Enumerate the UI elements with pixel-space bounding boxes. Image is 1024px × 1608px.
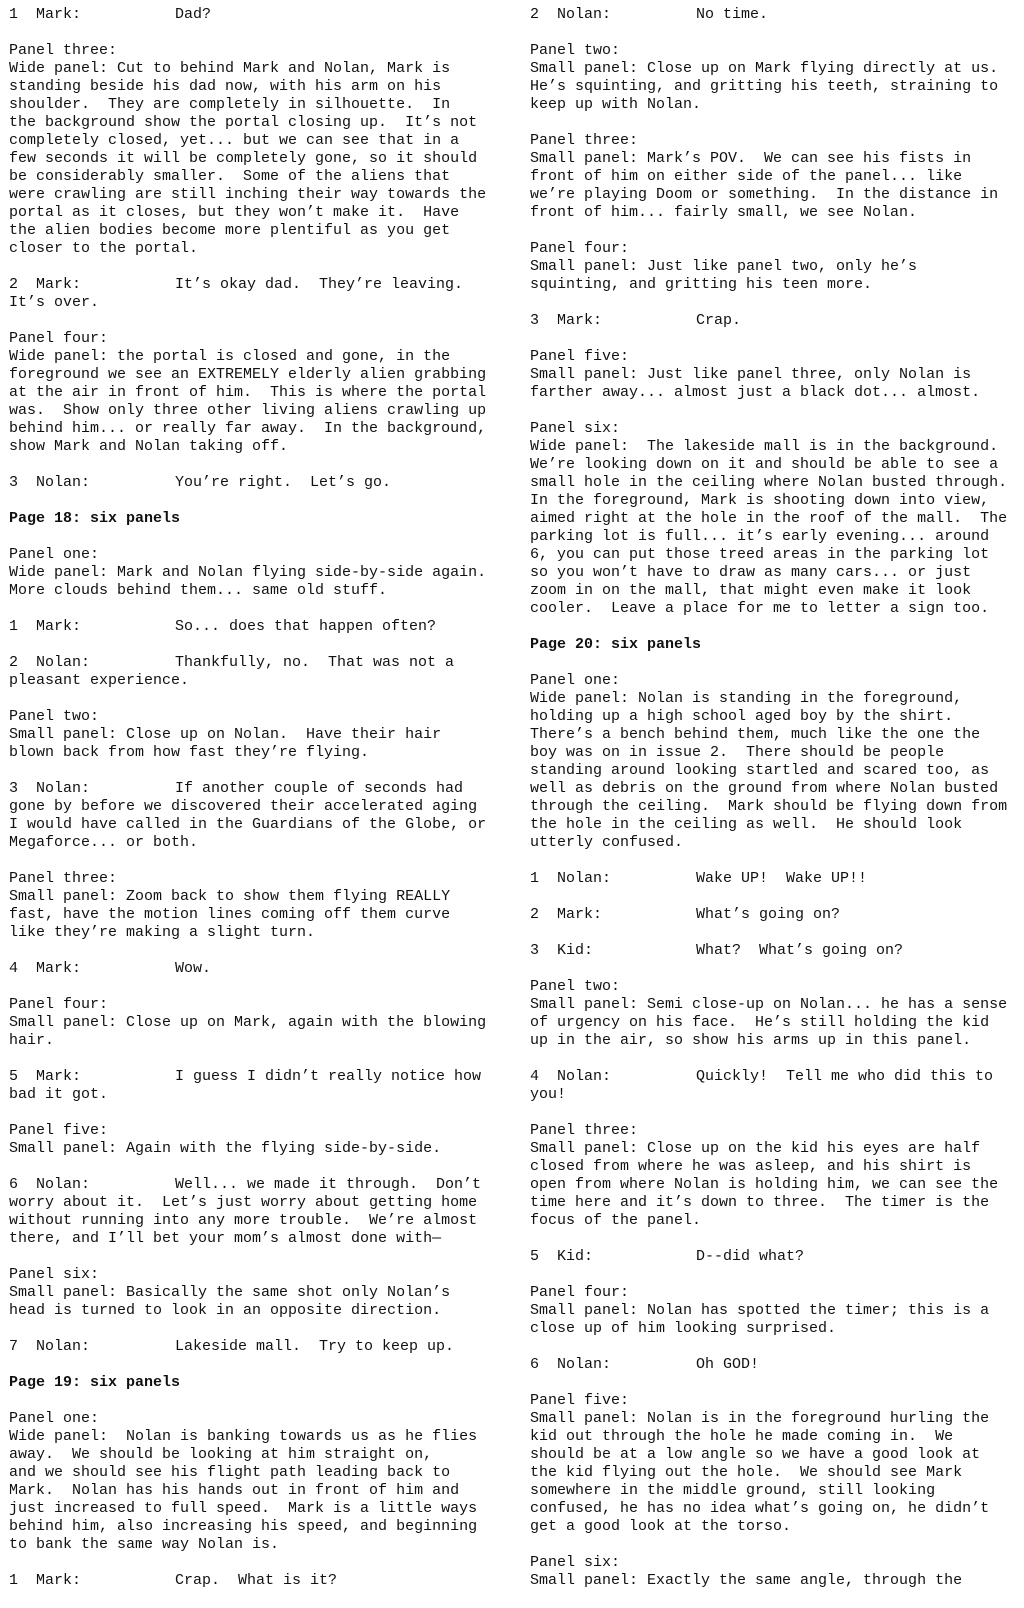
dialogue-speaker: Mark: [36, 960, 82, 977]
dialogue-line [530, 906, 1024, 924]
dialogue-entry [530, 1356, 1024, 1374]
dialogue-text: Well... we made it through. Don’t [175, 1176, 482, 1193]
dialogue-speaker: Nolan: [36, 1338, 91, 1355]
script-column-left [9, 6, 505, 1608]
panel-heading: Panel six: [530, 1554, 621, 1571]
panel-heading: Panel four: [530, 1284, 630, 1301]
panel-description-line: few seconds it will be completely gone, so it should [9, 150, 478, 167]
panel-heading: Panel five: [530, 348, 630, 365]
panel-description-line: parking lot is full... it’s early evening... around [530, 528, 990, 545]
panel-description-line: cooler. Leave a place for me to letter a sign too. [530, 600, 990, 617]
panel-description-line: farther away... almost just a black dot... almost. [530, 384, 981, 401]
dialogue-entry [530, 870, 1024, 888]
panel-heading: Panel three: [530, 1122, 639, 1139]
dialogue-text: It’s okay dad. They’re leaving. [175, 276, 464, 293]
dialogue-continuation: gone by before we discovered their accelerated aging [9, 798, 478, 815]
dialogue-entry [530, 942, 1024, 960]
dialogue-entry [9, 474, 505, 492]
panel-description [530, 42, 1024, 114]
panel-description [9, 330, 505, 456]
dialogue-continuation: Megaforce... or both. [9, 834, 199, 851]
dialogue-line [530, 1068, 1024, 1086]
dialogue-number: 1 [530, 870, 540, 887]
panel-heading: Panel five: [9, 1122, 109, 1139]
panel-description-line: to bank the same way Nolan is. [9, 1536, 280, 1553]
panel-description-line: get a good look at the torso. [530, 1518, 792, 1535]
dialogue-speaker: Nolan: [557, 870, 612, 887]
dialogue-speaker: Nolan: [36, 474, 91, 491]
panel-description-line: He’s squinting, and gritting his teeth, straining to [530, 78, 999, 95]
dialogue-speaker: Kid: [557, 942, 594, 959]
panel-description-line: foreground we see an EXTREMELY elderly alien grabbing [9, 366, 487, 383]
panel-description [530, 1284, 1024, 1338]
script-column-right [530, 6, 1024, 1608]
panel-description [530, 420, 1024, 618]
panel-description [9, 1410, 505, 1554]
panel-description [530, 132, 1024, 222]
panel-description-line: be considerably smaller. Some of the aliens that [9, 168, 451, 185]
panel-heading: Panel one: [9, 1410, 100, 1427]
panel-description-line: should be at a low angle so we have a good look at [530, 1446, 981, 1463]
panel-description-line: hair. [9, 1032, 55, 1049]
panel-description [9, 546, 505, 600]
dialogue-continuation: there, and I’ll bet your mom’s almost done with— [9, 1230, 442, 1247]
panel-description-line: fast, have the motion lines coming off them curve [9, 906, 451, 923]
panel-description [530, 672, 1024, 852]
panel-description-line: were crawling are still inching their way towards the [9, 186, 487, 203]
dialogue-line [9, 1572, 505, 1590]
dialogue-text: If another couple of seconds had [175, 780, 464, 797]
panel-description-line: We’re looking down on it and should be able to see a [530, 456, 999, 473]
dialogue-number: 7 [9, 1338, 19, 1355]
dialogue-number: 4 [9, 960, 19, 977]
dialogue-text: What? What’s going on? [696, 942, 904, 959]
dialogue-line [9, 1176, 505, 1194]
dialogue-speaker: Nolan: [36, 654, 91, 671]
dialogue-text: Wake UP! Wake UP!! [696, 870, 868, 887]
panel-description-line: well as debris on the ground from where Nolan busted [530, 780, 999, 797]
dialogue-entry [530, 906, 1024, 924]
dialogue-line [530, 6, 1024, 24]
panel-description-line: Small panel: Close up on Nolan. Have their hair [9, 726, 442, 743]
dialogue-entry [530, 6, 1024, 24]
panel-heading: Panel four: [9, 330, 109, 347]
panel-description-line: In the foreground, Mark is shooting down into view, [530, 492, 990, 509]
dialogue-text: Crap. [696, 312, 742, 329]
dialogue-number: 5 [9, 1068, 19, 1085]
panel-description-line: confused, he has no idea what’s going on, he didn’t [530, 1500, 990, 1517]
panel-description [9, 996, 505, 1050]
panel-heading: Panel three: [9, 870, 118, 887]
dialogue-text: Dad? [175, 6, 212, 23]
dialogue-line [9, 1068, 505, 1086]
dialogue-entry [9, 618, 505, 636]
dialogue-entry [9, 1338, 505, 1356]
panel-description [9, 42, 505, 258]
dialogue-entry [530, 1068, 1024, 1104]
panel-description-line: time here and it’s down to three. The timer is the [530, 1194, 990, 1211]
dialogue-number: 2 [9, 654, 19, 671]
panel-description-line: and we should see his flight path leading back to [9, 1464, 451, 1481]
panel-description-line: shoulder. They are completely in silhouette. In [9, 96, 451, 113]
panel-description-line: the hole in the ceiling as well. He should look [530, 816, 963, 833]
panel-description-line: Wide panel: Cut to behind Mark and Nolan, Mark is [9, 60, 451, 77]
panel-description-line: There’s a bench behind them, much like the one the [530, 726, 981, 743]
dialogue-speaker: Mark: [36, 276, 82, 293]
dialogue-number: 6 [530, 1356, 540, 1373]
panel-description [9, 1122, 505, 1158]
panel-description-line: just increased to full speed. Mark is a little ways [9, 1500, 478, 1517]
panel-description-line: zoom in on the mall, that might even make it look [530, 582, 972, 599]
panel-description-line: Small panel: Nolan has spotted the timer; this is a [530, 1302, 990, 1319]
dialogue-text: Oh GOD! [696, 1356, 760, 1373]
panel-description-line: open from where Nolan is holding him, we can see the [530, 1176, 999, 1193]
panel-description-line: More clouds behind them... same old stuff. [9, 582, 388, 599]
panel-description-line: standing beside his dad now, with his arm on his [9, 78, 442, 95]
dialogue-text: What’s going on? [696, 906, 841, 923]
panel-description-line: focus of the panel. [530, 1212, 702, 1229]
dialogue-number: 3 [530, 312, 540, 329]
panel-description-line: 6, you can put those treed areas in the parking lot [530, 546, 990, 563]
panel-description-line: was. Show only three other living aliens crawling up [9, 402, 487, 419]
panel-description-line: closed from where he was asleep, and his shirt is [530, 1158, 972, 1175]
panel-description-line: small hole in the ceiling where Nolan busted through. [530, 474, 1008, 491]
panel-description-line: Small panel: Just like panel two, only he’s [530, 258, 918, 275]
dialogue-text: Thankfully, no. That was not a [175, 654, 455, 671]
panel-description-line: the background show the portal closing up. It’s not [9, 114, 478, 131]
dialogue-line [530, 870, 1024, 888]
panel-heading: Panel three: [9, 42, 118, 59]
dialogue-speaker: Mark: [36, 1572, 82, 1589]
dialogue-line [9, 1338, 505, 1356]
dialogue-entry [9, 1068, 505, 1104]
panel-description [530, 1554, 1024, 1590]
dialogue-entry [9, 960, 505, 978]
panel-description-line: holding up a high school aged boy by the shirt. [530, 708, 954, 725]
panel-description-line: Small panel: Nolan is in the foreground hurling the [530, 1410, 990, 1427]
page-heading: Page 19: six panels [9, 1374, 181, 1391]
dialogue-line [9, 474, 505, 492]
dialogue-number: 3 [9, 780, 19, 797]
page-heading: Page 20: six panels [530, 636, 702, 653]
panel-heading: Panel two: [530, 978, 621, 995]
dialogue-number: 1 [9, 618, 19, 635]
dialogue-entry [9, 6, 505, 24]
panel-description [530, 1122, 1024, 1230]
panel-description-line: like they’re making a slight turn. [9, 924, 316, 941]
dialogue-text: Crap. What is it? [175, 1572, 338, 1589]
dialogue-continuation: bad it got. [9, 1086, 109, 1103]
panel-heading: Panel six: [530, 420, 621, 437]
dialogue-speaker: Nolan: [557, 1356, 612, 1373]
panel-description-line: boy was on in issue 2. There should be people [530, 744, 945, 761]
panel-description-line: portal as it closes, but they won’t make it. Have [9, 204, 460, 221]
panel-description-line: so you won’t have to draw as many cars... or just [530, 564, 972, 581]
panel-description [530, 1392, 1024, 1536]
dialogue-entry [9, 1572, 505, 1590]
dialogue-speaker: Kid: [557, 1248, 594, 1265]
dialogue-line [9, 276, 505, 294]
dialogue-number: 3 [530, 942, 540, 959]
panel-description-line: Small panel: Close up on Mark flying directly at us. [530, 60, 999, 77]
panel-description-line: Small panel: Exactly the same angle, through the [530, 1572, 963, 1589]
panel-description-line: Wide panel: The lakeside mall is in the background. [530, 438, 999, 455]
panel-description-line: the kid flying out the hole. We should see Mark [530, 1464, 963, 1481]
dialogue-line [9, 780, 505, 798]
dialogue-line [9, 654, 505, 672]
panel-description-line: Small panel: Close up on Mark, again with the blowing [9, 1014, 487, 1031]
panel-description-line: Wide panel: Mark and Nolan flying side-by-side again. [9, 564, 487, 581]
dialogue-continuation: without running into any more trouble. We’re almost [9, 1212, 478, 1229]
panel-heading: Panel three: [530, 132, 639, 149]
panel-description-line: completely closed, yet... but we can see that in a [9, 132, 460, 149]
dialogue-text: D--did what? [696, 1248, 805, 1265]
panel-description [9, 870, 505, 942]
panel-description-line: Small panel: Close up on the kid his eyes are half [530, 1140, 981, 1157]
dialogue-number: 1 [9, 1572, 19, 1589]
panel-description-line: front of him on either side of the panel... like [530, 168, 963, 185]
dialogue-number: 2 [9, 276, 19, 293]
panel-description-line: Small panel: Mark’s POV. We can see his fists in [530, 150, 972, 167]
dialogue-text: Wow. [175, 960, 212, 977]
panel-heading: Panel two: [9, 708, 100, 725]
dialogue-text: Quickly! Tell me who did this to [696, 1068, 994, 1085]
panel-description-line: we’re playing Doom or something. In the distance in [530, 186, 999, 203]
dialogue-line [9, 618, 505, 636]
panel-heading: Panel one: [9, 546, 100, 563]
dialogue-number: 6 [9, 1176, 19, 1193]
panel-description-line: through the ceiling. Mark should be flying down from [530, 798, 1008, 815]
dialogue-speaker: Nolan: [36, 1176, 91, 1193]
panel-description-line: aimed right at the hole in the roof of the mall. The [530, 510, 1008, 527]
dialogue-speaker: Mark: [36, 6, 82, 23]
dialogue-entry [9, 780, 505, 852]
panel-description-line: blown back from how fast they’re flying. [9, 744, 370, 761]
panel-description-line: somewhere in the middle ground, still looking [530, 1482, 936, 1499]
panel-description-line: at the air in front of him. This is where the portal [9, 384, 487, 401]
panel-heading: Panel five: [530, 1392, 630, 1409]
dialogue-continuation: worry about it. Let’s just worry about getting home [9, 1194, 478, 1211]
panel-description-line: closer to the portal. [9, 240, 199, 257]
dialogue-line [9, 960, 505, 978]
dialogue-number: 1 [9, 6, 19, 23]
dialogue-line [530, 1356, 1024, 1374]
dialogue-line [530, 1248, 1024, 1266]
dialogue-number: 3 [9, 474, 19, 491]
dialogue-continuation: you! [530, 1086, 567, 1103]
dialogue-text: No time. [696, 6, 769, 23]
panel-description-line: Small panel: Semi close-up on Nolan... he has a sense [530, 996, 1008, 1013]
panel-heading: Panel two: [530, 42, 621, 59]
panel-description [9, 708, 505, 762]
dialogue-speaker: Mark: [36, 618, 82, 635]
dialogue-speaker: Mark: [36, 1068, 82, 1085]
panel-description [9, 1266, 505, 1320]
panel-description-line: Wide panel: Nolan is standing in the foreground, [530, 690, 963, 707]
panel-description [530, 348, 1024, 402]
panel-description-line: keep up with Nolan. [530, 96, 702, 113]
panel-heading: Panel one: [530, 672, 621, 689]
dialogue-text: Lakeside mall. Try to keep up. [175, 1338, 455, 1355]
dialogue-number: 2 [530, 6, 540, 23]
panel-description-line: Small panel: Again with the flying side-by-side. [9, 1140, 442, 1157]
panel-heading: Panel six: [9, 1266, 100, 1283]
panel-description-line: behind him, also increasing his speed, and beginning [9, 1518, 478, 1535]
page-heading: Page 18: six panels [9, 510, 181, 527]
dialogue-entry [530, 312, 1024, 330]
dialogue-speaker: Nolan: [36, 780, 91, 797]
panel-description-line: utterly confused. [530, 834, 684, 851]
dialogue-line [530, 942, 1024, 960]
panel-description [530, 240, 1024, 294]
dialogue-number: 5 [530, 1248, 540, 1265]
panel-description-line: Small panel: Just like panel three, only Nolan is [530, 366, 972, 383]
dialogue-continuation: pleasant experience. [9, 672, 190, 689]
dialogue-line [530, 312, 1024, 330]
panel-description [530, 978, 1024, 1050]
dialogue-text: You’re right. Let’s go. [175, 474, 392, 491]
dialogue-entry [9, 276, 505, 312]
dialogue-entry [530, 1248, 1024, 1266]
dialogue-speaker: Nolan: [557, 6, 612, 23]
dialogue-text: So... does that happen often? [175, 618, 437, 635]
panel-description-line: squinting, and gritting his teen more. [530, 276, 873, 293]
panel-description-line: Mark. Nolan has his hands out in front of him and [9, 1482, 460, 1499]
dialogue-continuation: It’s over. [9, 294, 100, 311]
panel-description-line: Small panel: Basically the same shot only Nolan’s [9, 1284, 451, 1301]
panel-description-line: Wide panel: the portal is closed and gone, in the [9, 348, 451, 365]
dialogue-continuation: I would have called in the Guardians of the Globe, or [9, 816, 487, 833]
page-heading-block [9, 510, 505, 528]
dialogue-entry [9, 654, 505, 690]
panel-description-line: close up of him looking surprised. [530, 1320, 837, 1337]
dialogue-speaker: Mark: [557, 906, 603, 923]
dialogue-number: 2 [530, 906, 540, 923]
panel-description-line: show Mark and Nolan taking off. [9, 438, 289, 455]
dialogue-entry [9, 1176, 505, 1248]
dialogue-line [9, 6, 505, 24]
dialogue-text: I guess I didn’t really notice how [175, 1068, 482, 1085]
panel-heading: Panel four: [530, 240, 630, 257]
page-heading-block [530, 636, 1024, 654]
panel-description-line: Wide panel: Nolan is banking towards us as he flies [9, 1428, 478, 1445]
dialogue-number: 4 [530, 1068, 540, 1085]
panel-heading: Panel four: [9, 996, 109, 1013]
panel-description-line: of urgency on his face. He’s still holding the kid [530, 1014, 990, 1031]
page-heading-block [9, 1374, 505, 1392]
panel-description-line: behind him... or really far away. In the background, [9, 420, 487, 437]
panel-description-line: away. We should be looking at him straight on, [9, 1446, 433, 1463]
panel-description-line: front of him... fairly small, we see Nolan. [530, 204, 918, 221]
dialogue-speaker: Nolan: [557, 1068, 612, 1085]
panel-description-line: head is turned to look in an opposite direction. [9, 1302, 442, 1319]
dialogue-speaker: Mark: [557, 312, 603, 329]
panel-description-line: Small panel: Zoom back to show them flying REALLY [9, 888, 451, 905]
panel-description-line: the alien bodies become more plentiful as you get [9, 222, 451, 239]
panel-description-line: up in the air, so show his arms up in this panel. [530, 1032, 972, 1049]
panel-description-line: standing around looking startled and scared too, as [530, 762, 990, 779]
panel-description-line: kid out through the hole he made coming in. We [530, 1428, 954, 1445]
